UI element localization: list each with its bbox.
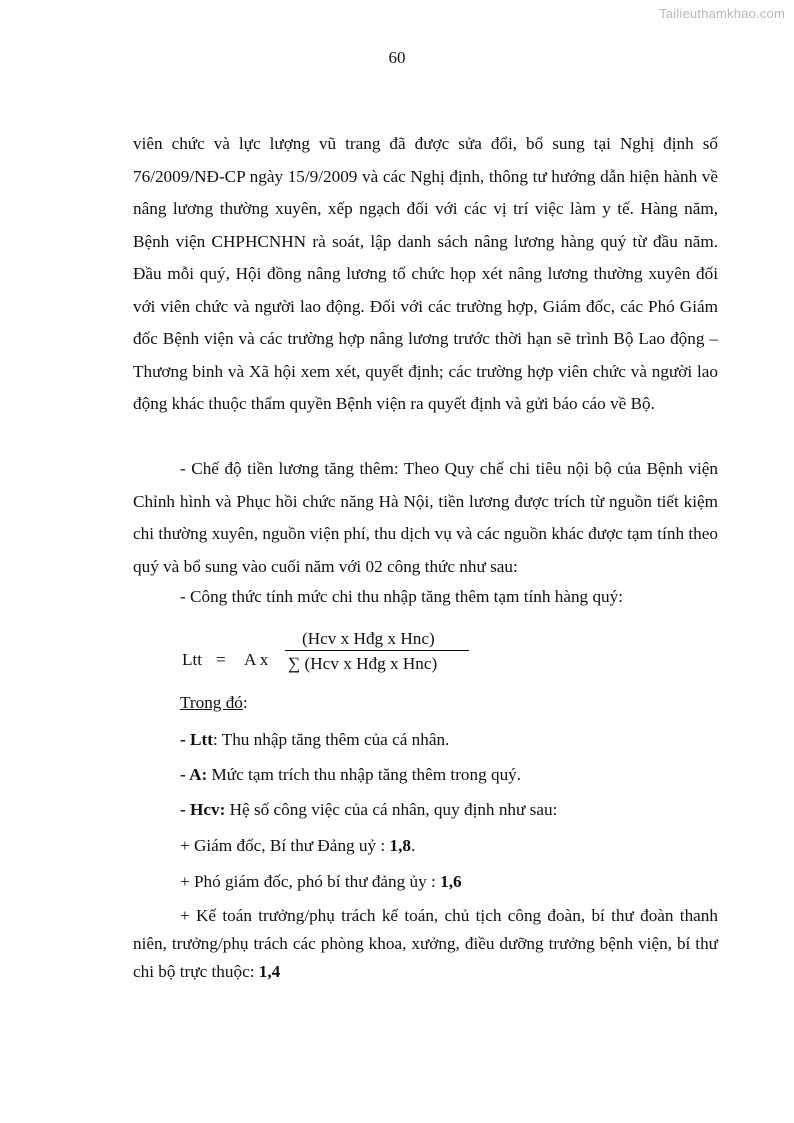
where-heading: [180, 692, 248, 714]
where-colon: :: [242, 693, 248, 712]
definition-term: - Ltt: [180, 730, 213, 749]
page-number: 60: [388, 48, 406, 67]
definition-hcv: [180, 799, 557, 821]
coefficient-heads: [133, 902, 718, 986]
formula-numerator: (Hcv x Hđg x Hnc): [302, 629, 435, 648]
salary-paragraph: - Chế độ tiền lương tăng thêm: Theo Quy chế chi tiêu nội bộ của Bệnh viện Chỉnh hình và Phục hồi chức năng Hà Nội, tiền lương được trích từ nguồn tiết kiệm chi thường xuyên, nguồn viện phí, thu dịch vụ và các nguồn khác được tạm tính theo quý và bổ sung vào cuối năm với 02 công thức như sau:: [133, 459, 718, 576]
where-label: Trong đó: [180, 693, 243, 712]
formula-denominator: ∑ (Hcv x Hđg x Hnc): [288, 654, 438, 673]
formula-multiplier: A x: [244, 650, 269, 669]
definition-text: : Thu nhập tăng thêm của cá nhân.: [212, 730, 450, 749]
coefficient-value: 1,8: [389, 836, 411, 855]
formula: [182, 626, 502, 686]
coefficient-value: 1,4: [258, 962, 281, 981]
coefficient-text: + Giám đốc, Bí thư Đảng uỷ :: [180, 836, 390, 855]
coefficient-value: 1,6: [440, 872, 462, 891]
definition-term: - A:: [180, 765, 208, 784]
coefficient-director: [180, 835, 415, 857]
coefficient-text: + Phó giám đốc, phó bí thư đảng ủy :: [180, 872, 441, 891]
fraction-bar: [285, 650, 469, 651]
watermark: Tailieuthamkhao.com: [659, 6, 785, 21]
coefficient-suffix: .: [410, 836, 416, 855]
definition-term: - Hcv:: [180, 800, 226, 819]
formula-lhs: Ltt: [182, 650, 203, 669]
definition-text: Hệ số công việc của cá nhân, quy định như sau:: [225, 800, 558, 819]
coefficient-text: + Kế toán trưởng/phụ trách kế toán, chủ tịch công đoàn, bí thư đoàn thanh niên, trưởng/phụ trách các phòng khoa, xưởng, điều dưỡng trưởng bệnh viện, bí thư chi bộ trực thuộc:: [133, 906, 718, 981]
definition-text: Mức tạm trích thu nhập tăng thêm trong quý.: [207, 765, 522, 784]
formula-intro: - Công thức tính mức chi thu nhập tăng thêm tạm tính hàng quý:: [180, 587, 623, 606]
definition-a: [180, 764, 521, 786]
coefficient-deputy: [180, 871, 462, 893]
body-paragraph: viên chức và lực lượng vũ trang đã được sửa đổi, bổ sung tại Nghị định số 76/2009/NĐ-CP ngày 15/9/2009 và các Nghị định, thông tư hướng dẫn hiện hành về nâng lương thường xuyên, xếp ngạch đối với các vị trí việc làm y tế. Hàng năm, Bệnh viện CHPHCNHN rà soát, lập danh sách nâng lương hàng quý từ đầu năm. Đầu mỗi quý, Hội đồng nâng lương tổ chức họp xét nâng lương thường xuyên đối với viên chức và người lao động. Đối với các trường hợp, Giám đốc, các Phó Giám đốc Bệnh viện và các trường hợp nâng lương trước thời hạn sẽ trình Bộ Lao động – Thương binh và Xã hội xem xét, quyết định; các trường hợp viên chức và người lao động khác thuộc thẩm quyền Bệnh viện ra quyết định và gửi báo cáo về Bộ.: [133, 134, 718, 413]
definition-ltt: [180, 729, 449, 751]
formula-equals: =: [216, 650, 226, 669]
